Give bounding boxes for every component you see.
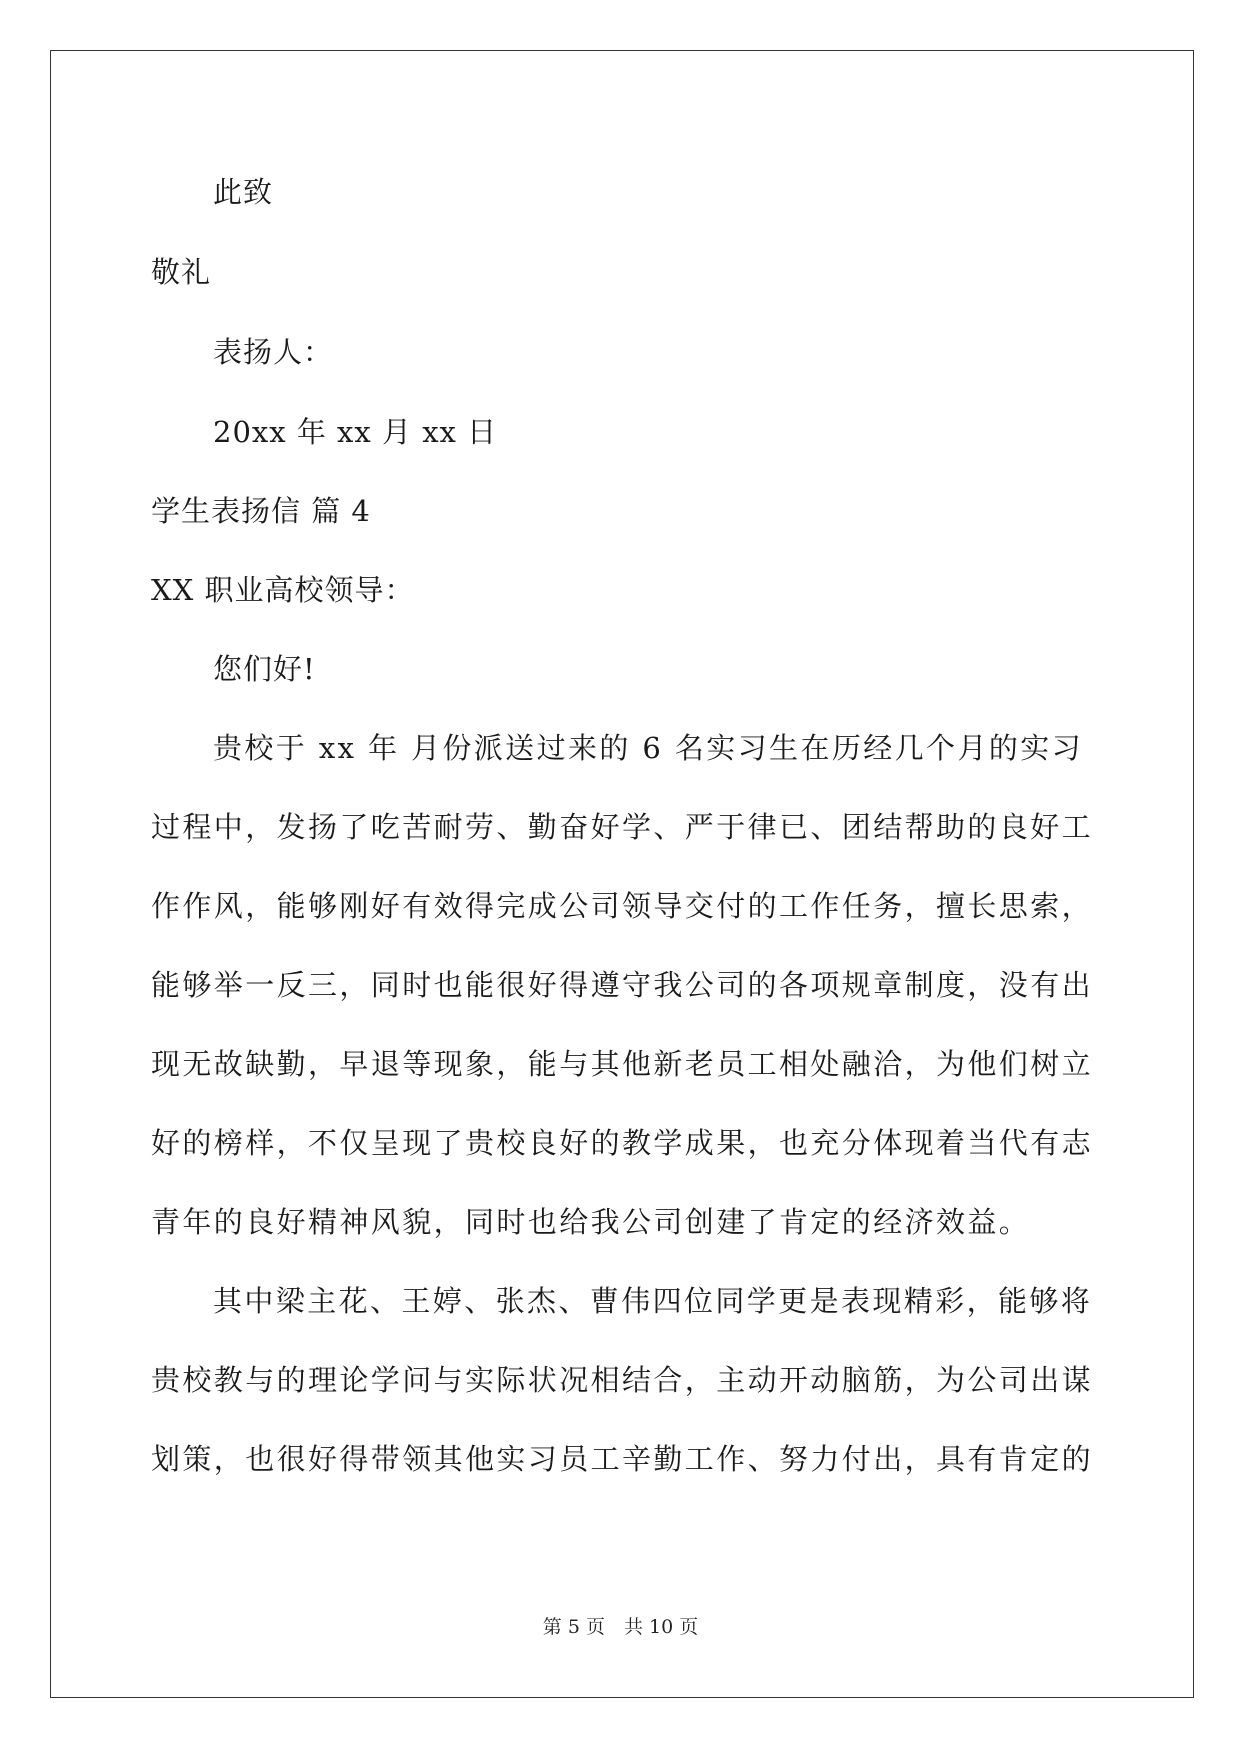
paragraph1-line: 贵校于 xx 年 月份派送过来的 6 名实习生在历经几个月的实习 xyxy=(213,731,1084,765)
salute-line: 敬礼 xyxy=(151,255,212,289)
signer-line: 表扬人： xyxy=(213,335,334,369)
date-line: 20xx 年 xx 月 xx 日 xyxy=(213,415,498,449)
paragraph1-line: 青年的良好精神风貌，同时也给我公司创建了肯定的经济效益。 xyxy=(151,1205,1031,1239)
paragraph1-line: 过程中，发扬了吃苦耐劳、勤奋好学、严于律已、团结帮助的良好工 xyxy=(151,810,1094,844)
paragraph2-line: 贵校教与的理论学问与实际状况相结合，主动开动脑筋，为公司出谋 xyxy=(151,1363,1094,1397)
paragraph1-line: 作作风，能够刚好有效得完成公司领导交付的工作任务，擅长思索， xyxy=(151,889,1094,923)
paragraph1-line: 现无故缺勤，早退等现象，能与其他新老员工相处融洽，为他们树立 xyxy=(151,1047,1094,1081)
paragraph2-line: 划策，也很好得带领其他实习员工辛勤工作、努力付出，具有肯定的 xyxy=(151,1442,1094,1476)
greeting-line: 您们好! xyxy=(213,652,316,686)
closing-line: 此致 xyxy=(213,175,274,209)
recipient-line: XX 职业高校领导： xyxy=(151,573,415,607)
paragraph2-line: 其中梁主花、王婷、张杰、曹伟四位同学更是表现精彩，能够将 xyxy=(213,1284,1093,1318)
section-heading: 学生表扬信 篇 4 xyxy=(151,494,371,528)
paragraph1-line: 能够举一反三，同时也能很好得遵守我公司的各项规章制度，没有出 xyxy=(151,968,1094,1002)
paragraph1-line: 好的榜样，不仅呈现了贵校良好的教学成果，也充分体现着当代有志 xyxy=(151,1126,1094,1160)
page-number-footer: 第 5 页 共 10 页 xyxy=(542,1616,699,1638)
